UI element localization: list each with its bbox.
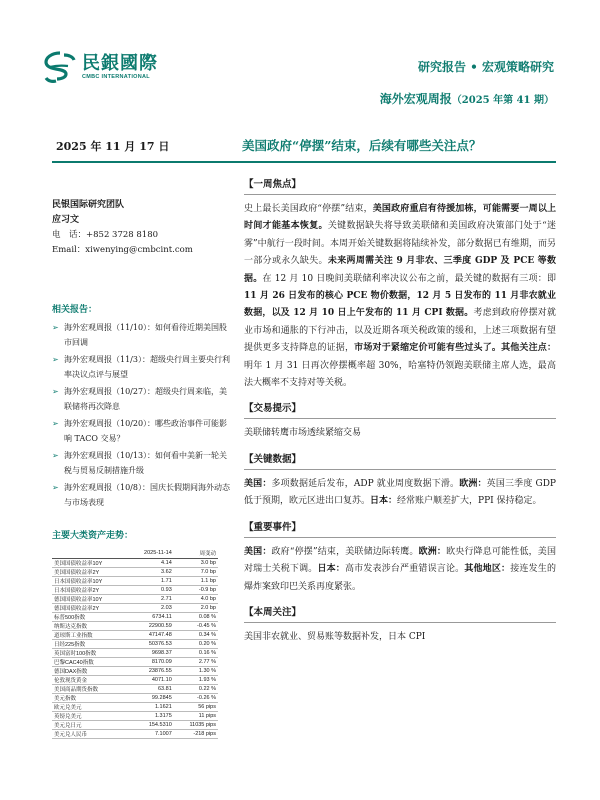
table-cell: 47147.48	[128, 631, 174, 640]
table-cell: -0.26 %	[174, 694, 218, 703]
body-text: 多项数据延后发布，ADP 就业周度数据下滑。	[271, 478, 460, 489]
analyst-email[interactable]: Email：xiwenying@cmbcint.com	[52, 245, 193, 255]
table-cell: 德国国债收益率10Y	[52, 595, 128, 604]
table-cell: 2.71	[128, 595, 174, 604]
emphasis-text: 美国：	[244, 546, 272, 557]
arrow-bullet-icon: ➢	[52, 355, 59, 364]
table-cell: 0.22 %	[174, 685, 218, 694]
table-row	[52, 658, 218, 667]
table-cell: 日经225指数	[52, 640, 128, 649]
arrow-bullet-icon: ➢	[52, 387, 59, 396]
related-report-item[interactable]	[52, 449, 230, 478]
related-reports-list	[52, 321, 230, 510]
table-cell: 1.93 %	[174, 676, 218, 685]
table-row	[52, 631, 218, 640]
table-cell: 11 pips	[174, 712, 218, 721]
table-cell: 伦敦现货黄金	[52, 676, 128, 685]
focus-text	[244, 201, 556, 392]
emphasis-text: 市场对于紧缩定价可能有些过头了。其他关注点：	[354, 343, 556, 354]
table-cell: -218 pips	[174, 730, 218, 739]
table-row	[52, 568, 218, 577]
table-cell: -0.45 %	[174, 622, 218, 631]
table-cell: 美元指数	[52, 694, 128, 703]
body-text: 史上最长美国政府“停摆”结束，	[244, 204, 373, 214]
analyst-name: 应习文	[52, 215, 80, 225]
table-cell: -0.9 bp	[174, 586, 218, 595]
table-row	[52, 721, 218, 730]
section-divider	[244, 469, 556, 470]
arrow-bullet-icon: ➢	[52, 419, 59, 428]
table-row	[52, 613, 218, 622]
table-cell: 56 pips	[174, 703, 218, 712]
table-cell: 9698.37	[128, 649, 174, 658]
brand-logo	[42, 50, 158, 84]
column-header: 周变动	[174, 548, 218, 559]
related-report-item[interactable]	[52, 321, 230, 350]
table-cell: 2.77 %	[174, 658, 218, 667]
trade-section	[244, 400, 556, 442]
table-cell: 日本国债收益率2Y	[52, 586, 128, 595]
report-date: 2025 年 11 月 17 日	[56, 140, 170, 153]
table-cell: 4071.10	[128, 676, 174, 685]
table-row	[52, 685, 218, 694]
emphasis-text: 其他地区：	[464, 564, 511, 575]
table-cell: 7.0 bp	[174, 568, 218, 577]
section-divider	[244, 622, 556, 623]
table-row	[52, 559, 218, 568]
table-cell: 2.0 bp	[174, 604, 218, 613]
trade-heading: 【交易提示】	[244, 403, 302, 415]
research-team: 民银国际研究团队	[52, 200, 125, 210]
body-text: 考虑到政府停摆对就业市场和通胀的下行冲击，以及近期各项关税政策的缓和，上述三项数据有望提供更多支持降息的证据，	[244, 308, 556, 354]
body-text: 英国三季度 GDP 低于预期，欧元区进出口复苏。	[244, 478, 556, 507]
emphasis-text: 欧洲：	[459, 478, 487, 489]
related-report-item[interactable]	[52, 481, 230, 510]
watch-text: 美国非农就业、贸易账等数据补发，日本 CPI	[244, 631, 426, 642]
table-row	[52, 730, 218, 739]
arrow-bullet-icon: ➢	[52, 483, 59, 492]
events-heading: 【重要事件】	[244, 521, 302, 533]
related-reports-heading: 相关报告：	[52, 305, 98, 315]
asset-performance	[52, 528, 230, 739]
table-row	[52, 649, 218, 658]
table-cell: 154.5310	[128, 721, 174, 730]
section-divider	[244, 194, 556, 195]
watch-heading: 【本周关注】	[244, 606, 302, 618]
table-cell: 7.1007	[128, 730, 174, 739]
related-report-title: 海外宏观周报（10/8）：国庆长假期间海外动态与市场表现	[64, 483, 230, 507]
events-section	[244, 519, 556, 596]
table-cell: 道琼斯工业指数	[52, 631, 128, 640]
table-cell: 8170.09	[128, 658, 174, 667]
logo-english-name: CMBC INTERNATIONAL	[82, 74, 150, 80]
emphasis-text: 日本：	[370, 496, 398, 507]
related-report-title: 海外宏观周报（10/27）：超级央行周来临，美联储将再次降息	[64, 387, 228, 411]
body-text: 高市发表涉台严重错误言论。	[344, 564, 465, 575]
table-row	[52, 595, 218, 604]
focus-heading: 【一周焦点】	[244, 179, 302, 190]
table-cell: 1.71	[128, 577, 174, 586]
table-cell: 22900.59	[128, 622, 174, 631]
report-title: 美国政府“停摆”结束，后续有哪些关注点？	[242, 138, 482, 153]
table-cell: 2.03	[128, 604, 174, 613]
cmbc-logo-icon	[42, 50, 78, 84]
emphasis-text: 欧洲：	[418, 546, 447, 557]
section-divider	[244, 537, 556, 538]
table-cell: 1.1621	[128, 703, 174, 712]
table-cell: 标普500指数	[52, 613, 128, 622]
emphasis-text: 美国政府重启有待援加栋，可能需要一周以上时间才能基本恢复。	[244, 204, 556, 232]
analyst-phone: 电 话：+852 3728 8180	[52, 230, 159, 240]
table-cell: 4.0 bp	[174, 595, 218, 604]
related-report-title: 海外宏观周报（11/10）：如何看待近期美国股市回调	[64, 323, 228, 347]
series-name: 海外宏观周报	[379, 92, 452, 106]
column-header	[52, 548, 128, 559]
table-cell: 23876.55	[128, 667, 174, 676]
emphasis-text: 未来两周需关注 9 月非农、三季度 GDP 及 PCE 等数据。	[244, 256, 556, 284]
table-row	[52, 622, 218, 631]
column-header: 2025-11-14	[128, 548, 174, 559]
table-body	[52, 559, 218, 739]
related-report-item[interactable]	[52, 385, 230, 414]
table-cell: 0.93	[128, 586, 174, 595]
table-cell: 美国商品期货指数	[52, 685, 128, 694]
table-cell: 63.81	[128, 685, 174, 694]
table-cell: 3.0 bp	[174, 559, 218, 568]
table-cell: 0.16 %	[174, 649, 218, 658]
related-report-title: 海外宏观周报（10/13）：如何看中美新一轮关税与贸易反制措施升级	[64, 451, 228, 475]
watch-section	[244, 604, 556, 646]
emphasis-text: 美国：	[244, 478, 272, 489]
table-row	[52, 667, 218, 676]
data-section	[244, 451, 556, 511]
section-divider	[244, 418, 556, 419]
table-cell: 美国国债收益率10Y	[52, 559, 128, 568]
table-cell: 11035 pips	[174, 721, 218, 730]
table-cell: 英镑兑美元	[52, 712, 128, 721]
table-cell: 欧元兑美元	[52, 703, 128, 712]
issue-number: （2025 年第 41 期）	[451, 95, 554, 106]
table-row	[52, 586, 218, 595]
table-cell: 4.14	[128, 559, 174, 568]
arrow-bullet-icon: ➢	[52, 323, 59, 332]
body-text: 关键数据缺失将导致美联储和美国政府决策部门处于“迷雾”中航行一段时间。本周开始关键数据将陆续补发，部分数据已有维期，而另一部分或永久缺失。	[244, 221, 556, 267]
table-cell: 美元兑人民币	[52, 730, 128, 739]
table-cell: 6734.11	[128, 613, 174, 622]
body-text: 接连发生的爆炸案致印巴关系再度紧张。	[244, 564, 556, 592]
table-cell: 德国DAX指数	[52, 667, 128, 676]
table-cell: 美国国债收益率2Y	[52, 568, 128, 577]
emphasis-text: 11 月 26 日发布的核心 PCE 物价数据，12 月 5 日发布的 11 月非农就业数据，以及 12 月 10 日上午发布的 11 月 CPI 数据。	[244, 291, 556, 319]
table-cell: 1.3175	[128, 712, 174, 721]
table-row	[52, 694, 218, 703]
table-cell: 巴黎CAC40指数	[52, 658, 128, 667]
table-cell: 美元兑日元	[52, 721, 128, 730]
table-cell: 1.1 bp	[174, 577, 218, 586]
table-cell: 50376.53	[128, 640, 174, 649]
data-text	[244, 476, 556, 511]
related-report-title: 海外宏观周报（10/20）：哪些政治事件可能影响 TACO 交易？	[64, 419, 228, 443]
table-row	[52, 703, 218, 712]
table-cell: 纳斯达克指数	[52, 622, 128, 631]
logo-chinese-name: 民銀國際	[82, 53, 158, 74]
table-cell: 0.08 %	[174, 613, 218, 622]
table-row	[52, 604, 218, 613]
table-cell: 0.34 %	[174, 631, 218, 640]
table-row	[52, 676, 218, 685]
report-type: 研究报告 • 宏观策略研究	[417, 60, 554, 74]
table-row	[52, 577, 218, 586]
body-text: 明年 1 月 31 日再次停摆概率超 30%，哈塞特仍领跑美联储主席人选，最高法大概率不支持对等关税。	[244, 360, 556, 389]
table-cell: 德国国债收益率2Y	[52, 604, 128, 613]
focus-section	[244, 176, 556, 392]
table-cell: 3.62	[128, 568, 174, 577]
related-reports	[52, 294, 230, 513]
table-row	[52, 640, 218, 649]
table-cell: 1.30 %	[174, 667, 218, 676]
header-divider	[52, 161, 556, 163]
body-text: 经常账户顺差扩大，PPI 保持稳定。	[397, 496, 542, 507]
arrow-bullet-icon: ➢	[52, 451, 59, 460]
body-text: 在 12 月 10 日晚间美联储利率决议公布之前，最关键的数据有三项：即	[262, 273, 556, 284]
body-text: 欧央行降息可能性低，美国对瑞士关税下调。	[244, 546, 556, 575]
report-series	[380, 90, 554, 107]
related-report-item[interactable]	[52, 353, 230, 382]
table-header-row	[52, 548, 218, 559]
body-text: 政府“停摆”结束，美联储边际转鹰。	[271, 546, 419, 557]
related-report-title: 海外宏观周报（11/3）：超级央行周主要央行利率决议点评与展望	[64, 355, 230, 379]
main-content	[244, 176, 556, 646]
events-text	[244, 544, 556, 596]
asset-table	[52, 548, 218, 739]
table-cell: 0.20 %	[174, 640, 218, 649]
data-heading: 【关键数据】	[244, 453, 302, 465]
table-cell: 99.2845	[128, 694, 174, 703]
author-block	[52, 172, 232, 258]
related-report-item[interactable]	[52, 417, 230, 446]
table-cell: 英国富时100指数	[52, 649, 128, 658]
table-cell: 日本国债收益率10Y	[52, 577, 128, 586]
asset-performance-heading: 主要大类资产走势：	[52, 531, 134, 541]
table-row	[52, 712, 218, 721]
emphasis-text: 日本：	[317, 564, 345, 575]
trade-text: 美联储转鹰市场透续紧缩交易	[244, 428, 362, 439]
